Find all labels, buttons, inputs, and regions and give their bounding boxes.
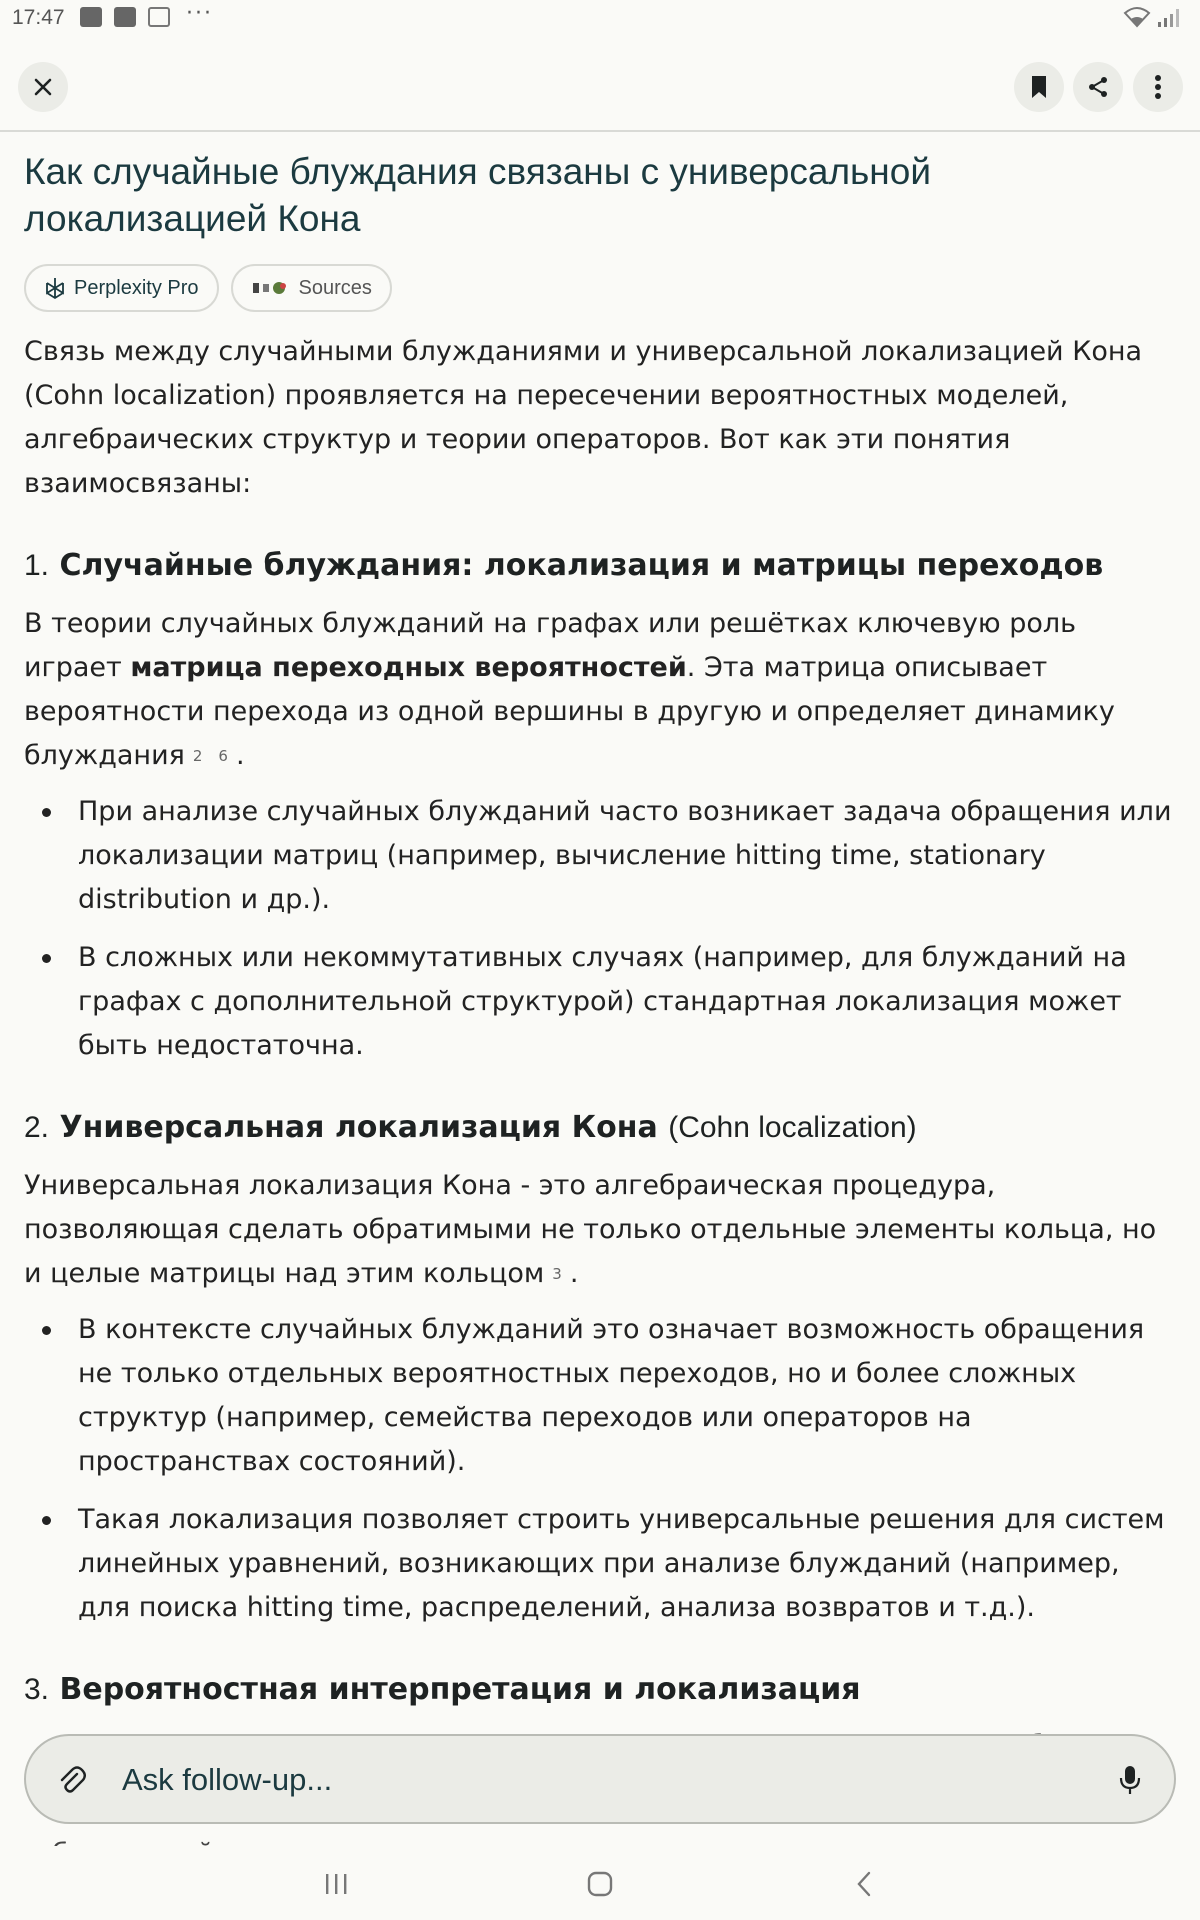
list-item: В сложных или некоммутативных случаях (например, для блужданий на графах с дополнительной структурой) стандартная локализация может быть недостаточна.: [24, 936, 1174, 1068]
section-3-title: Вероятностная интерпретация и локализация: [59, 1672, 861, 1707]
section-3-number: 3.: [24, 1673, 50, 1706]
app-notification-icon: [114, 7, 136, 27]
status-system-icons: [1124, 6, 1182, 28]
citation-3[interactable]: 3: [552, 1265, 562, 1283]
bookmark-button[interactable]: [1014, 62, 1064, 112]
top-bar: [0, 52, 1200, 132]
status-bar: [0, 0, 1200, 38]
section-1-text-b: . Эта матрица описывает вероятности перехода из одной вершины в другую и определяет динамику блуждания: [24, 652, 1115, 771]
intro-paragraph: Связь между случайными блужданиями и универсальной локализацией Кона (Cohn localization) проявляется на пересечении вероятностных моделей, алгебраических структур и теории операторов. Вот как эти понятия взаимосвязаны:: [24, 336, 1143, 499]
follow-up-input[interactable]: Ask follow-up...: [122, 1762, 333, 1797]
close-button[interactable]: [18, 62, 68, 112]
voice-input-button[interactable]: [1108, 1758, 1152, 1802]
list-item: При анализе случайных блужданий часто возникает задача обращения или локализации матриц (например, вычисление hitting time, stationary distribution и др.).: [24, 790, 1174, 922]
close-icon: [33, 77, 53, 97]
list-item: Такая локализация позволяет строить универсальные решения для систем линейных уравнений, возникающих при анализе блужданий (например, для поиска hitting time, распределений, анализа возвратов и т.д.).: [24, 1498, 1174, 1630]
microphone-icon: [1119, 1765, 1141, 1795]
section-2-title-suffix: (Cohn localization): [668, 1111, 917, 1144]
back-icon: [856, 1871, 872, 1897]
section-1-bullets: [24, 790, 1176, 1068]
image-notification-icon: [80, 7, 102, 27]
recent-apps-button[interactable]: [306, 1864, 366, 1904]
section-1-number: 1.: [24, 549, 50, 582]
section-2-number: 2.: [24, 1111, 50, 1144]
perplexity-pro-chip[interactable]: [24, 264, 219, 312]
signal-icon: [1156, 6, 1182, 28]
citation-6[interactable]: 6: [218, 747, 228, 765]
bookmark-icon: [1030, 75, 1048, 99]
wifi-icon: [1124, 6, 1150, 28]
follow-up-bar[interactable]: [24, 1734, 1176, 1824]
section-2-period: .: [569, 1258, 579, 1289]
back-button[interactable]: [834, 1864, 894, 1904]
clipboard-notification-icon: [148, 7, 170, 27]
home-icon: [587, 1871, 613, 1897]
section-1-heading: [24, 544, 1176, 588]
page-title: Как случайные блуждания связаны с универсальной локализацией Кона: [24, 151, 931, 239]
perplexity-pro-label: Perplexity Pro: [74, 276, 199, 299]
section-2-text: Универсальная локализация Кона - это алгебраическая процедура, позволяющая сделать обратимыми не только отдельные элементы кольца, но и целые матрицы над этим кольцом: [24, 1170, 1157, 1289]
citation-2[interactable]: 2: [192, 747, 203, 765]
section-2-heading: [24, 1106, 1176, 1150]
section-1-paragraph: [24, 602, 1174, 778]
perplexity-logo-icon: [44, 277, 66, 299]
section-1-bold-term: матрица переходных вероятностей: [130, 652, 687, 683]
section-1-title: Случайные блуждания: локализация и матрицы переходов: [59, 548, 1104, 583]
section-2-paragraph: [24, 1164, 1174, 1296]
list-item: В контексте случайных блужданий это означает возможность обращения не только отдельных вероятностных переходов, но и более сложных структур (например, семейства переходов или операторов на пространствах состояний).: [24, 1308, 1174, 1484]
answer-content: [24, 148, 1176, 1728]
attach-button[interactable]: [50, 1758, 94, 1802]
recent-apps-icon: [323, 1872, 349, 1896]
status-time: 17:47: [12, 6, 65, 29]
home-button[interactable]: [570, 1864, 630, 1904]
sources-label: Sources: [298, 276, 372, 299]
system-nav-bar: [0, 1846, 1200, 1920]
more-options-button[interactable]: [1133, 62, 1183, 112]
sources-chip[interactable]: [231, 264, 392, 312]
status-notification-icons: [80, 0, 213, 27]
section-1-period: .: [235, 740, 245, 771]
more-notifications-icon: ···: [186, 0, 213, 26]
answer-chips: [24, 264, 1176, 312]
section-2-bullets: [24, 1308, 1176, 1630]
paperclip-icon: [57, 1765, 87, 1795]
share-button[interactable]: [1073, 62, 1123, 112]
section-2-title: Универсальная локализация Кона: [59, 1110, 658, 1145]
more-vertical-icon: [1154, 74, 1162, 100]
share-icon: [1086, 75, 1110, 99]
section-3-heading: [24, 1668, 1176, 1712]
sources-favicons-icon: [251, 278, 291, 298]
section-1-text-a: В теории случайных блужданий на графах или решётках ключевую роль играет: [24, 608, 1077, 683]
